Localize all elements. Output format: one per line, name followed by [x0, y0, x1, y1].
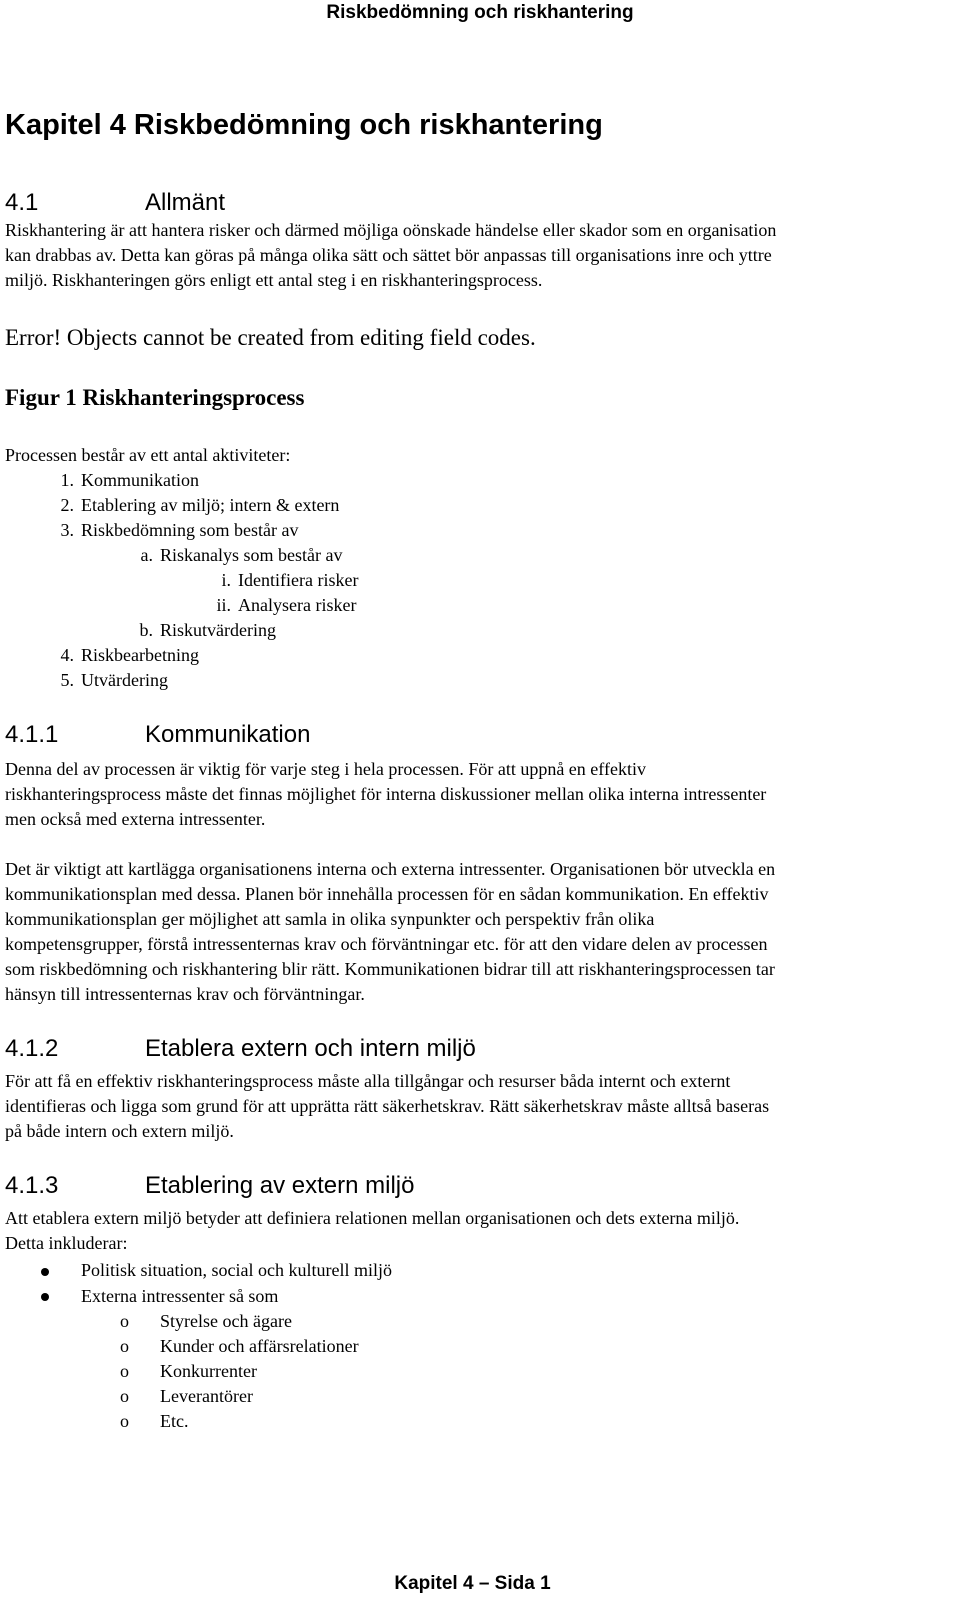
paragraph-line: Riskhantering är att hantera risker och därmed möjliga oönskade händelse eller skador som en organisation: [5, 220, 777, 240]
section-title: Allmänt: [145, 189, 226, 216]
sub-bullet-item: Leverantörer: [160, 1386, 253, 1406]
list-item: [60, 643, 199, 668]
section-number: 4.1.2: [5, 1035, 59, 1062]
process-intro: Processen består av ett antal aktiviteter:: [5, 445, 291, 465]
section-heading-4-1-3: [5, 1171, 605, 1201]
sub-bullet-item: Kunder och affärsrelationer: [160, 1336, 359, 1356]
list-item-text: Analysera risker: [238, 595, 357, 615]
section-title: Kommunikation: [145, 721, 311, 748]
paragraph-line: miljö. Riskhanteringen görs enligt ett antal steg i en riskhanteringsprocess.: [5, 270, 543, 290]
paragraph-line: Detta inkluderar:: [5, 1233, 128, 1253]
sub-bullet-marker: o: [120, 1361, 129, 1381]
paragraph-line: som riskbedömning och riskhantering blir rätt. Kommunikationen bidrar till att riskhanteringsprocessen tar: [5, 959, 775, 979]
paragraph-line: men också med externa intressenter.: [5, 809, 266, 829]
section-number: 4.1: [5, 189, 39, 216]
paragraph-line: kommunikationsplan med dessa. Planen bör innehålla processen för en sådan kommunikation. En effektiv: [5, 884, 769, 904]
sub-bullet-item: Konkurrenter: [160, 1361, 257, 1381]
paragraph-line: identifieras och ligga som grund för att upprätta rätt säkerhetskrav. Rätt säkerhetskrav måste alltså baseras: [5, 1096, 770, 1116]
paragraph-line: kan drabbas av. Detta kan göras på många olika sätt och sättet bör anpassas till organisations inre och yttre: [5, 245, 772, 265]
list-item: [60, 468, 199, 493]
running-header: Riskbedömning och riskhantering: [326, 2, 634, 23]
list-item-text: Riskutvärdering: [160, 620, 276, 640]
list-item-text: Riskbedömning som består av: [81, 520, 299, 540]
list-marker: a.: [140, 545, 153, 565]
paragraph-line: Denna del av processen är viktig för varje steg i hela processen. För att uppnå en effektiv: [5, 759, 646, 779]
extern-miljo-paragraph: [5, 1206, 940, 1256]
list-item: [221, 568, 359, 593]
section-heading-4-1: [5, 188, 405, 218]
page-footer: Kapitel 4 – Sida 1: [394, 1573, 551, 1594]
list-marker: 1.: [60, 470, 74, 490]
section-heading-4-1-2: [5, 1034, 605, 1064]
sub-bullet-marker: o: [120, 1411, 129, 1431]
bullet-item: Politisk situation, social och kulturell miljö: [81, 1260, 392, 1280]
paragraph-line: Det är viktigt att kartlägga organisationens interna och externa intressenter. Organisationen bör utveckla en: [5, 859, 776, 879]
section-title: Etablering av extern miljö: [145, 1172, 415, 1199]
miljo-paragraph: [5, 1069, 940, 1144]
list-item-text: Riskanalys som består av: [160, 545, 343, 565]
list-item-text: Utvärdering: [81, 670, 168, 690]
list-marker: b.: [139, 620, 153, 640]
paragraph-line: riskhanteringsprocess måste det finnas möjlighet för interna diskussioner mellan olika interna intressenter: [5, 784, 767, 804]
list-item: [139, 618, 276, 643]
list-item-text: Identifiera risker: [238, 570, 359, 590]
list-item-text: Riskbearbetning: [81, 645, 199, 665]
sub-bullet-item: Styrelse och ägare: [160, 1311, 292, 1331]
list-item-text: Kommunikation: [81, 470, 199, 490]
bullet-item: Externa intressenter så som: [81, 1286, 279, 1306]
bullet-icon: [41, 1293, 49, 1301]
section-number: 4.1.3: [5, 1172, 59, 1199]
section-heading-4-1-1: [5, 720, 505, 750]
paragraph-line: kommunikationsplan ger möjlighet att samla in olika synpunkter och perspektiv från olika: [5, 909, 655, 929]
list-item: [60, 493, 340, 518]
kommunikation-paragraph-2: [5, 857, 940, 1007]
list-marker: ii.: [216, 595, 231, 615]
list-marker: i.: [221, 570, 231, 590]
chapter-title: Kapitel 4 Riskbedömning och riskhantering: [5, 109, 603, 141]
paragraph-line: hänsyn till intressenternas krav och förväntningar.: [5, 984, 365, 1004]
sub-bullet-marker: o: [120, 1336, 129, 1356]
sub-bullet-marker: o: [120, 1311, 129, 1331]
paragraph-line: För att få en effektiv riskhanteringsprocess måste alla tillgångar och resurser båda internt och externt: [5, 1071, 731, 1091]
sub-bullet-marker: o: [120, 1386, 129, 1406]
list-marker: 4.: [60, 645, 74, 665]
list-item: [60, 668, 168, 693]
list-item: [216, 593, 357, 618]
bullet-icon: [41, 1268, 49, 1276]
paragraph-line: på både intern och extern miljö.: [5, 1121, 234, 1141]
intro-paragraph: [5, 218, 940, 293]
figure-caption: Figur 1 Riskhanteringsprocess: [5, 385, 305, 410]
list-marker: 5.: [60, 670, 74, 690]
list-marker: 2.: [60, 495, 74, 515]
section-title: Etablera extern och intern miljö: [145, 1035, 476, 1062]
list-item-text: Etablering av miljö; intern & extern: [81, 495, 340, 515]
field-code-error: Error! Objects cannot be created from editing field codes.: [5, 325, 536, 350]
kommunikation-paragraph-1: [5, 757, 940, 832]
list-item: [60, 518, 299, 543]
paragraph-line: Att etablera extern miljö betyder att definiera relationen mellan organisationen och dets externa miljö.: [5, 1208, 740, 1228]
list-marker: 3.: [60, 520, 74, 540]
list-item: [140, 543, 343, 568]
sub-bullet-item: Etc.: [160, 1411, 189, 1431]
paragraph-line: kompetensgrupper, förstå intressenternas krav och förväntningar etc. för att den vidare delen av processen: [5, 934, 768, 954]
section-number: 4.1.1: [5, 721, 59, 748]
